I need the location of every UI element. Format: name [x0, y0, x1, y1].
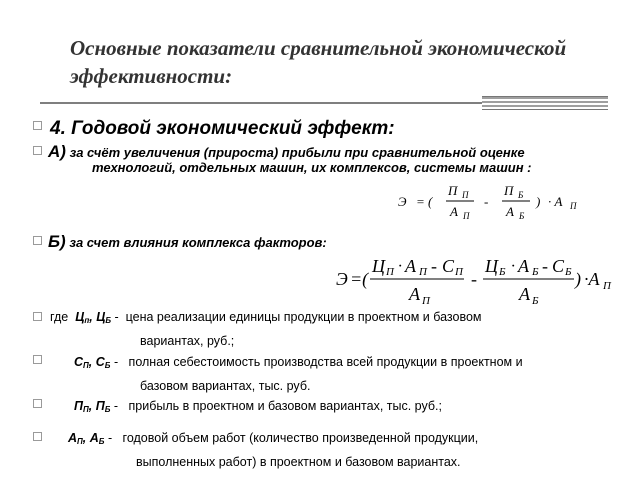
divider-accent [482, 96, 608, 110]
formula-b-n2-volume-sub: Б [532, 266, 539, 278]
bullet-square [33, 146, 42, 155]
formula-a-num1: П [448, 183, 458, 198]
formula-b-n2-volume: А [518, 256, 529, 276]
formula-b-n1-volume-sub: П [419, 266, 427, 278]
slide-title: Основные показатели сравнительной экономической эффективности: [70, 36, 567, 88]
bullet-square [33, 399, 42, 408]
formula-b-n2-minus: - [542, 256, 548, 276]
formula-b-n2-price-sub: Б [499, 266, 506, 278]
formula-b [330, 252, 620, 310]
formula-b-n1-cost: С [442, 256, 455, 276]
definition-line1: цена реализации единицы продукции в проектном и базовом [125, 310, 482, 324]
definition-line1: полная себестоимость производства всей продукции в проектном и [128, 355, 523, 369]
item-b [48, 232, 327, 252]
formula-a-den2: А [506, 204, 514, 219]
formula-b-n2-price: Ц [485, 256, 498, 276]
formula-a-num2: П [504, 183, 514, 198]
formula-b-n1-cost-sub: П [455, 266, 463, 278]
formula-a-den2-sub: Б [519, 211, 525, 221]
formula-a-minus: - [484, 194, 489, 209]
definition-volume [68, 428, 624, 472]
formula-b-n1-dot: · [398, 258, 402, 275]
definition-profit [74, 396, 624, 420]
definition-line2: выполненных работ) в проектном и базовом вариантах. [136, 455, 461, 469]
bullet-square [33, 121, 42, 130]
definition-line1: прибыль в проектном и базовом вариантах, тыс. руб.; [128, 399, 442, 413]
formula-b-n2-dot: · [511, 258, 515, 275]
item-a-label: А) [48, 142, 66, 161]
formula-a-mult-sub: П [570, 201, 577, 211]
formula-b-d2-sub: Б [532, 295, 539, 307]
formula-b-d2: А [519, 284, 530, 304]
formula-b-eq: =( [350, 269, 369, 289]
formula-b-d1: А [409, 284, 420, 304]
section-heading: 4. Годовой экономический эффект: [50, 118, 395, 139]
definition-dash: - [114, 310, 119, 324]
formula-b-n1-minus: - [431, 256, 437, 276]
item-a [48, 144, 628, 175]
definition-line1: годовой объем работ (количество произведенной продукции, [122, 431, 479, 445]
formula-a [390, 180, 610, 226]
item-b-label: Б) [48, 232, 66, 251]
definition-prefix: где [50, 310, 69, 324]
definition-symbol: $Ц_п$, $Ц_Б$ [75, 310, 111, 325]
bullet-square [33, 355, 42, 364]
definition-symbol: $А_П$, $А_Б$ [68, 431, 105, 446]
item-a-text-rest: технологий, отдельных машин, их комплексов, системы машин : [92, 160, 532, 175]
definition-dash: - [107, 431, 113, 445]
definition-symbol: $П_П$, $П_Б$ [74, 399, 111, 414]
formula-a-num1-sub: П [462, 190, 469, 200]
formula-a-num2-sub: Б [518, 190, 524, 200]
formula-b-n1-price: Ц [372, 256, 385, 276]
definition-dash: - [113, 355, 119, 369]
item-a-text-line1: за счёт увеличения (прироста) прибыли при сравнительной оценке [69, 145, 525, 160]
item-b-text: за счет влияния комплекса факторов: [69, 235, 327, 250]
formula-a-lhs: Э [398, 194, 407, 209]
formula-b-minus: - [471, 269, 477, 289]
formula-b-n1-price-sub: П [386, 266, 394, 278]
definition-line2: базовом вариантах, тыс. руб. [140, 379, 311, 393]
formula-b-close: ) [575, 269, 581, 289]
bullet-square [33, 432, 42, 441]
formula-b-n2-cost-sub: Б [565, 266, 572, 278]
definition-symbol: $С_П$, $С_Б$ [74, 355, 111, 370]
formula-b-mult-sub: П [603, 280, 611, 292]
bullet-square [33, 236, 42, 245]
formula-b-n2-cost: С [552, 256, 565, 276]
bullet-square [33, 312, 42, 321]
definition-line2: вариантах, руб.; [140, 334, 235, 348]
formula-b-n1-volume: А [405, 256, 416, 276]
formula-a-den1-sub: П [463, 211, 470, 221]
definition-cost [74, 352, 624, 396]
formula-b-mult: ·А [584, 269, 600, 289]
formula-b-lhs: Э [336, 269, 348, 289]
definition-dash: - [113, 399, 119, 413]
formula-a-mult: · А [548, 194, 563, 209]
definition-price [50, 307, 620, 351]
formula-a-eq: = ( [416, 194, 433, 209]
formula-a-close: ) [536, 194, 541, 209]
formula-b-d1-sub: П [422, 295, 430, 307]
formula-a-den1: А [450, 204, 458, 219]
